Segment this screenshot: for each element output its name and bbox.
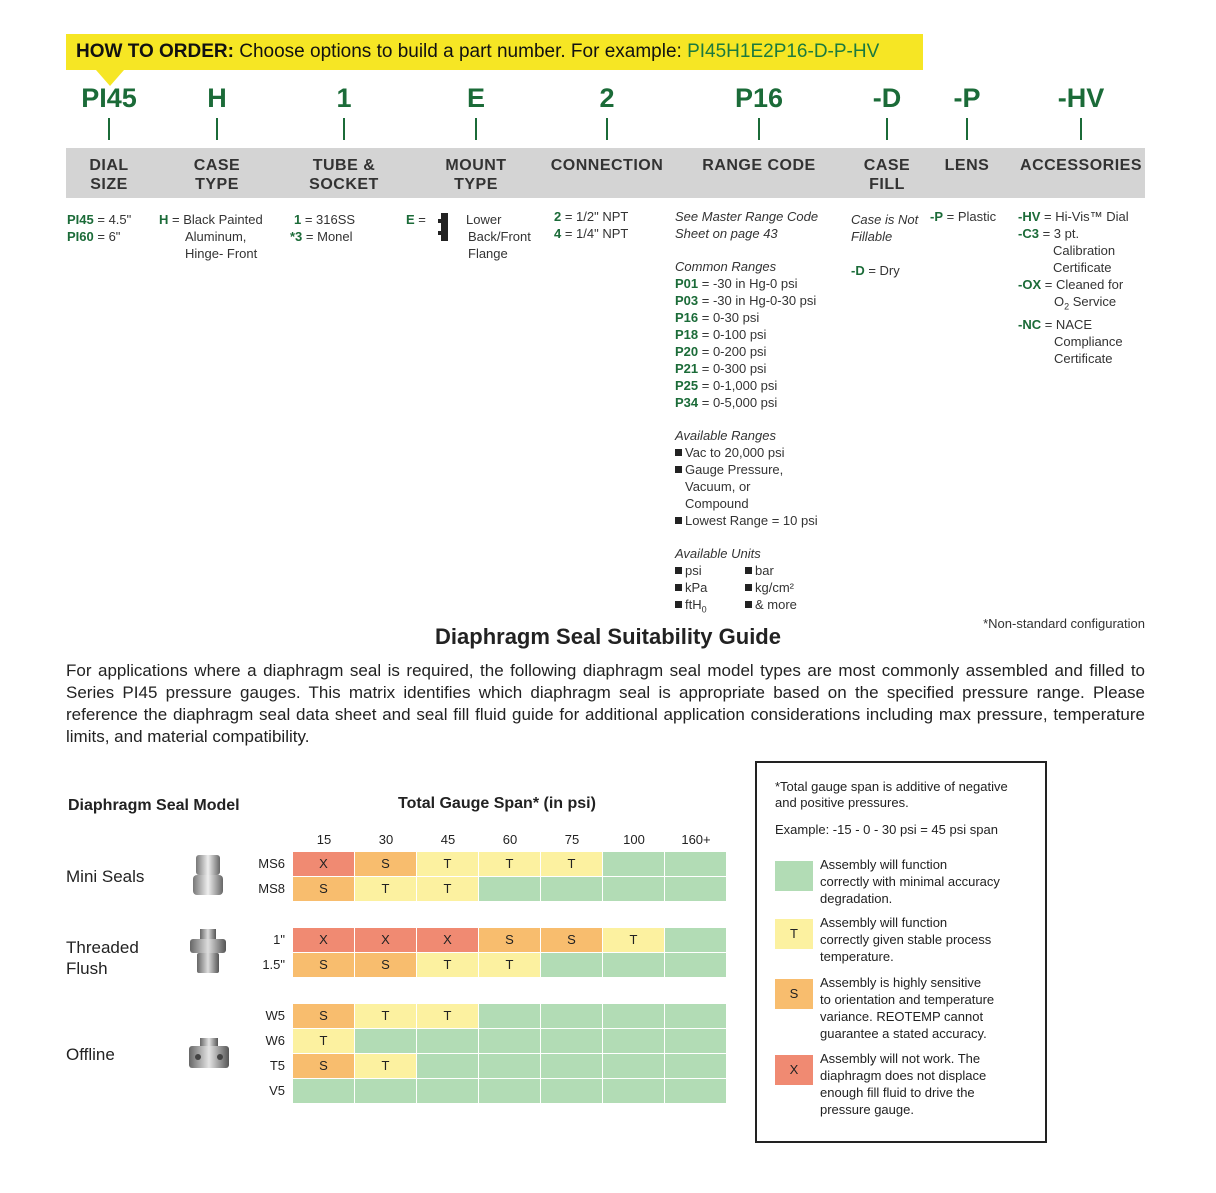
option-header-line: FILL [869,176,905,193]
matrix-cell [603,1079,664,1103]
seal-row-label: 1.5" [262,957,285,972]
matrix-cell [541,953,602,977]
option-text: = Black Painted [168,212,263,227]
option-text: Back/Front [468,229,531,244]
matrix-cell [417,1054,478,1078]
matrix-cell [293,1079,354,1103]
option-header-line: SOCKET [309,176,379,193]
matrix-cell: T [417,852,478,876]
option-text: = 1/2" NPT [561,209,629,224]
case-fill-note: Fillable [851,229,893,244]
unit-item: kg/cm² [755,580,794,595]
matrix-cell [603,1004,664,1028]
matrix-cell [541,1029,602,1053]
common-range-item [675,309,845,326]
seal-row-label: W5 [265,1008,285,1023]
unit-item: bar [755,563,774,578]
option-text: = Dry [864,263,900,278]
option-subscript: 2 [1064,301,1070,312]
matrix-cell: T [417,877,478,901]
matrix-cell: S [355,953,416,977]
matrix-cell [541,1054,602,1078]
seal-row-label: MS6 [258,856,285,871]
option-text: = 4.5" [93,212,132,227]
legend-description [820,914,991,965]
option-code: -NC [1018,316,1042,332]
option-header-line: CASE [863,157,911,174]
available-units-title: Available Units [675,546,761,561]
option-header-2 [274,156,414,194]
option-code: P01 [675,276,699,291]
matrix-cell: T [355,1054,416,1078]
unit-item: ftH [685,597,702,612]
dial-size-options [67,211,131,245]
part-code-tick [886,118,888,140]
option-header-line: ACCESSORIES [1020,157,1142,174]
master-range-note: Sheet on page 43 [675,226,778,241]
matrix-cell: S [293,953,354,977]
matrix-cell [603,1029,664,1053]
how-to-order-banner [66,34,923,70]
option-code: -HV [1018,209,1041,224]
unit-item: kPa [685,580,708,595]
common-ranges-list [675,275,845,411]
range-code-options [675,208,845,614]
option-text: = 0-200 psi [698,344,767,359]
matrix-cell: T [603,928,664,952]
option-code: P20 [675,344,699,359]
matrix-cell [479,877,540,901]
common-range-item [675,343,845,360]
common-range-item [675,394,845,411]
offline-seal-icon [188,1038,230,1072]
legend-line: Assembly is highly sensitive [820,975,982,990]
option-header-line: CONNECTION [550,157,664,174]
option-text: = NACE [1041,316,1093,332]
option-text: Hinge- Front [185,246,258,261]
option-header-line: TYPE [454,176,498,193]
span-column-header: 160+ [681,832,711,847]
legend-line: Assembly will function [820,915,948,930]
mount-type-description [466,211,531,262]
option-code: PI45 [67,212,94,227]
option-text: = Cleaned for [1041,277,1124,292]
legend-swatch [775,861,813,891]
legend-line: temperature. [820,949,894,964]
span-header: Total Gauge Span* (in psi) [398,795,596,812]
matrix-cell [417,1079,478,1103]
matrix-cell [417,1029,478,1053]
flange-icon [438,213,452,241]
matrix-cell [665,928,726,952]
matrix-cell [665,852,726,876]
seal-row-label: W6 [265,1033,285,1048]
legend-line: enough fill fluid to drive the [820,1085,975,1100]
option-text: = 0-5,000 psi [698,395,778,410]
span-column-header: 45 [440,832,456,847]
matrix-cell [355,1079,416,1103]
intro-paragraph: For applications where a diaphragm seal is required, the following diaphragm seal model types are most commonly assembled and filled to Series PI45 pressure gauges. This matrix identifies which diaphragm seal is appropriate based on the specified pressure range. Please reference the diaphragm seal data sheet and seal fill fluid guide for additional application considerations including max pressure, temperature limits, and material compatibility. [66,661,1145,746]
matrix-cell [665,877,726,901]
matrix-cell [479,1054,540,1078]
common-range-item [675,326,845,343]
option-text: Lower [466,212,502,227]
option-text: = 1/4" NPT [561,226,629,241]
option-text: = Plastic [943,209,997,224]
matrix-cell: T [541,852,602,876]
legend-example: Example: -15 - 0 - 30 psi = 45 psi span [775,822,998,837]
option-text: Calibration [1053,243,1116,258]
legend-line: Assembly will not work. The [820,1051,981,1066]
option-header-3 [406,156,546,194]
legend-swatch: X [775,1055,813,1085]
option-code: -OX [1018,277,1042,292]
part-code-tick [108,118,110,140]
matrix-cell [479,1079,540,1103]
part-code-3: E [466,83,485,113]
option-text: = 316SS [301,212,356,227]
matrix-cell [479,1029,540,1053]
lens-options [930,208,996,225]
span-column-header: 60 [502,832,518,847]
option-text: = 0-1,000 psi [698,378,778,393]
matrix-cell [603,877,664,901]
part-code-tick [758,118,760,140]
banner-example: PI45H1E2P16-D-P-HV [687,41,880,62]
part-code-4: 2 [599,83,615,113]
matrix-cell: X [293,928,354,952]
option-header-line: CASE [193,157,241,174]
matrix-cell: S [293,877,354,901]
matrix-cell [603,1054,664,1078]
option-text: = -30 in Hg-0-30 psi [698,293,817,308]
matrix-cell [355,1029,416,1053]
option-text: = 0-30 psi [698,310,760,325]
matrix-cell: S [541,928,602,952]
available-units [675,562,845,614]
matrix-cell: T [355,877,416,901]
legend-line: to orientation and temperature [820,992,995,1007]
option-header-line: TUBE & [312,157,376,174]
option-header-line: DIAL [89,157,129,174]
legend-line: Assembly will function [820,857,948,872]
available-range-item: Lowest Range = 10 psi [685,513,818,528]
matrix-cell [541,1004,602,1028]
option-code: *3 [290,229,303,244]
legend-swatch: T [775,919,813,949]
legend-line: correctly with minimal accuracy [820,874,1000,889]
matrix-cell [665,1054,726,1078]
matrix-cell: S [293,1054,354,1078]
legend-swatch: S [775,979,813,1009]
banner-lead: HOW TO ORDER: [76,41,234,62]
option-code: 4 [554,226,562,241]
option-text: Certificate [1053,260,1112,275]
option-text: = Hi-Vis™ Dial [1040,209,1129,224]
available-ranges-title: Available Ranges [675,428,776,443]
matrix-cell: S [293,1004,354,1028]
option-header-5 [689,156,829,175]
matrix-cell [603,953,664,977]
common-range-item [675,377,845,394]
part-code-0: PI45 [81,83,137,113]
matrix-cell [665,1079,726,1103]
matrix-cell: X [355,928,416,952]
option-text: Service [1069,294,1117,309]
legend-line: variance. REOTEMP cannot [820,1009,984,1024]
matrix-cell [479,1004,540,1028]
banner-text: Choose options to build a part number. For example: [233,41,688,62]
option-text: = 3 pt. [1038,226,1080,241]
seal-model-name-line: Threaded [66,938,139,957]
option-code: P03 [675,293,699,308]
seal-model-name [66,937,139,979]
mount-type-options [406,211,426,228]
legend-description [820,856,1000,907]
option-text: = -30 in Hg-0 psi [698,276,798,291]
unit-item: psi [685,563,702,578]
matrix-cell [665,1029,726,1053]
accessories-options [1018,208,1148,367]
matrix-cell: T [417,953,478,977]
seal-row-label: MS8 [258,881,285,896]
option-header-line: RANGE CODE [702,157,816,174]
option-code: P25 [675,378,699,393]
matrix-cell [541,877,602,901]
matrix-cell [541,1079,602,1103]
option-header-1 [147,156,287,194]
part-code-tick [343,118,345,140]
part-code-tick [606,118,608,140]
available-range-item: Vac to 20,000 psi [685,445,785,460]
option-code: 2 [554,209,562,224]
part-code-7: -P [953,83,981,113]
option-code: P18 [675,327,699,342]
section-title: Diaphragm Seal Suitability Guide [435,624,781,649]
legend-note-line: *Total gauge span is additive of negative [775,779,1008,794]
legend-note-line: and positive pressures. [775,795,909,810]
seal-model-name-line: Mini Seals [66,867,145,886]
option-code: H [159,212,169,227]
span-column-header: 75 [564,832,580,847]
matrix-cell [603,852,664,876]
case-fill-note: Case is Not [851,212,919,227]
option-header-line: LENS [944,157,990,174]
option-text: Aluminum, [185,229,247,244]
option-code: PI60 [67,229,94,244]
seal-model-name-line: Flush [66,959,108,978]
connection-options [554,208,628,242]
matrix-cell [665,1004,726,1028]
matrix-cell: T [479,953,540,977]
legend-line: correctly given stable process [820,932,992,947]
case-type-options [159,211,263,262]
matrix-cell: T [355,1004,416,1028]
part-code-1: H [207,83,227,113]
seal-model-name-line: Offline [66,1045,115,1064]
option-text: = 0-300 psi [698,361,767,376]
part-code-5: P16 [734,83,784,113]
seal-row-label: V5 [269,1083,285,1098]
matrix-cell: X [293,852,354,876]
part-code-tick [216,118,218,140]
option-code: P21 [675,361,699,376]
legend-note [775,779,1008,811]
part-code-tick [966,118,968,140]
seal-model-name [66,1044,115,1065]
tube-socket-options [290,211,355,245]
span-column-header: 15 [316,832,332,847]
case-fill-options [851,211,918,279]
option-code: P16 [675,310,699,325]
option-code: 1 [294,212,302,227]
part-code-tick [1080,118,1082,140]
mini-seal-icon [190,853,226,899]
part-code-6: -D [872,83,902,113]
available-range-item: Compound [685,496,749,511]
option-code: -P [930,209,943,224]
legend-description [820,974,994,1042]
option-header-line: SIZE [90,176,128,193]
unit-subscript: 0 [701,604,707,615]
option-text: = [414,212,426,227]
option-header-4 [537,156,677,175]
option-text: = 6" [93,229,121,244]
legend-description [820,1050,986,1118]
legend-line: diaphragm does not displace [820,1068,987,1083]
available-range-item: Gauge Pressure, [685,462,784,477]
master-range-note: See Master Range Code [675,209,819,224]
option-text: O [1054,294,1065,309]
option-code: P34 [675,395,699,410]
option-text: Flange [468,246,508,261]
matrix-cell: S [355,852,416,876]
common-range-item [675,275,845,292]
matrix-cell: T [479,852,540,876]
option-header-line: MOUNT [445,157,507,174]
legend-line: degradation. [820,891,893,906]
matrix-cell: T [417,1004,478,1028]
matrix-cell [665,953,726,977]
part-code-8: -HV [1057,83,1105,113]
unit-item: & more [755,597,797,612]
matrix-cell: S [479,928,540,952]
option-code: -D [851,263,865,278]
matrix-cell: T [293,1029,354,1053]
legend-line: pressure gauge. [820,1102,914,1117]
option-code: -C3 [1018,226,1039,241]
option-header-line: TYPE [195,176,239,193]
legend-line: guarantee a stated accuracy. [820,1026,987,1041]
option-text: = Monel [302,229,353,244]
threaded-flush-icon [188,929,228,975]
common-ranges-title: Common Ranges [675,259,777,274]
seal-row-label: 1" [273,932,285,947]
seal-row-label: T5 [269,1058,285,1073]
span-column-header: 30 [378,832,394,847]
option-text: Compliance [1054,333,1123,349]
model-header: Diaphragm Seal Model [68,797,240,814]
span-column-header: 100 [623,832,645,847]
legend-box [755,761,1047,1143]
available-range-item: Vacuum, or [685,479,751,494]
common-range-item [675,360,845,377]
option-text: = 0-100 psi [698,327,767,342]
matrix-cell: X [417,928,478,952]
part-code-2: 1 [336,83,352,113]
option-code: E [406,212,415,227]
option-text: Certificate [1054,350,1113,366]
common-range-item [675,292,845,309]
nonstandard-note: *Non-standard configuration [983,616,1145,631]
part-code-tick [475,118,477,140]
option-header-8 [1011,156,1151,175]
seal-model-name [66,866,144,887]
